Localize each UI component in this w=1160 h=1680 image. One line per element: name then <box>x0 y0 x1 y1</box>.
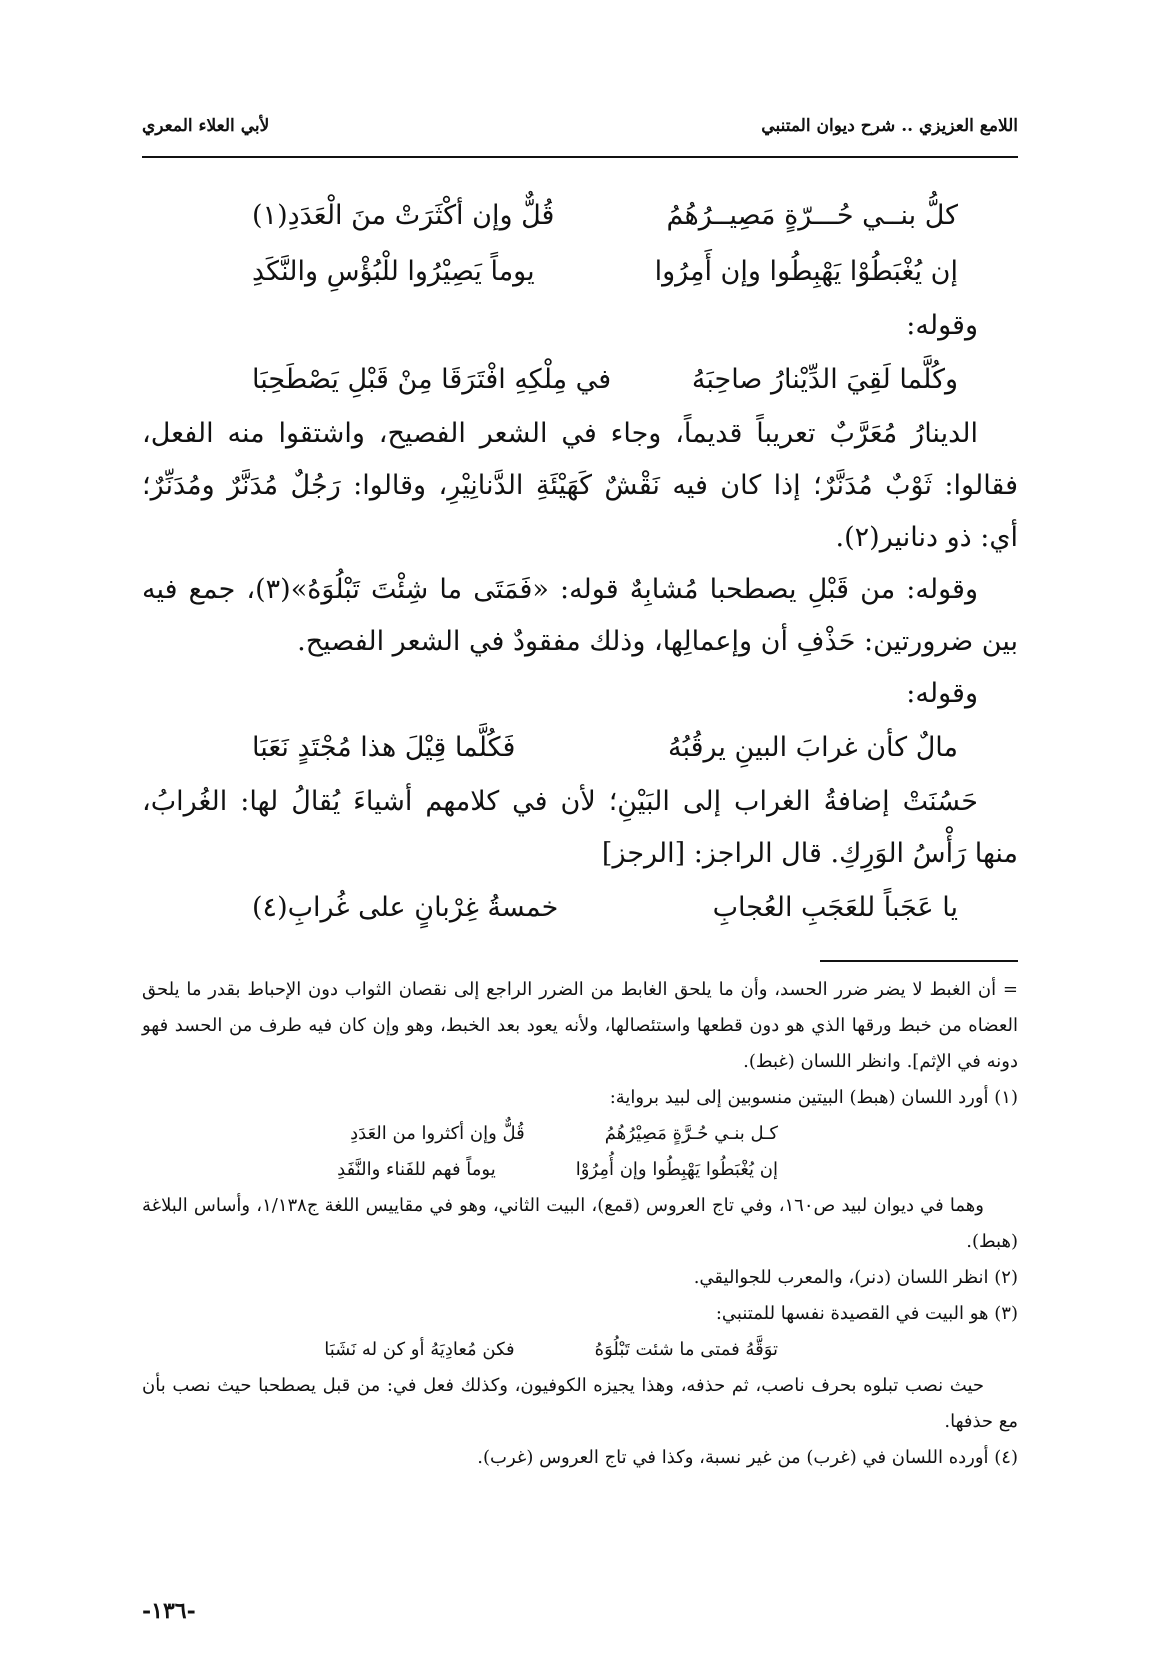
verse-hemistich-first: مالٌ كأن غرابَ البينِ يرقُبُهُ <box>668 732 958 763</box>
verse-line <box>142 244 1018 300</box>
verse-hemistich-second: في مِلْكِهِ افْتَرَقَا مِنْ قَبْلِ يَصْطَحِبَا <box>252 364 612 395</box>
commentary-paragraph: حَسُنَتْ إضافةُ الغراب إلى البَيْنِ؛ لأن في كلامهم أشياءَ يُقالُ لها: الغُرابُ، منها رَأْسُ الوَرِكِ. قال الراجز: [الرجز] <box>142 786 1018 869</box>
verse-hemistich-second: يوماً يَصِيْرُوا للْبُؤْسِ والنَّكَدِ <box>252 256 535 287</box>
commentary-paragraph: الدينارُ مُعَرَّبٌ تعريباً قديماً، وجاء في الشعر الفصيح، واشتقوا منه الفعل، فقالوا: ثَوْبٌ مُدَنَّرٌ؛ إذا كان فيه نَقْشٌ كَهَيْئَةِ الدَّنانِيْرِ، وقالوا: رَجُلٌ مُدَنَّرٌ ومُدَنِّرٌ؛ أي: ذو دنانير(٢). <box>142 418 1018 553</box>
footnote-3-continuation: حيث نصب تبلوه بحرف ناصب، ثم حذفه، وهذا يجيزه الكوفيون، وكذلك فعل في: من قبل يصطحبا حيث نصب بأن مع حذفها. <box>142 1375 1018 1432</box>
verse-hemistich-second: قُلٌّ وإن أكْثَرَتْ منَ الْعَدَدِ(١) <box>252 200 555 231</box>
verse-hemistich-second: قُلٌّ وإن أكثروا من العَدَدِ <box>350 1123 525 1144</box>
verse-hemistich-first: توَقَّهُ فمتى ما شئت تَبْلُوَهُ <box>594 1339 778 1360</box>
footnote-3: (٣) هو البيت في القصيدة نفسها للمتنبي: <box>715 1303 1018 1324</box>
section-label: وقوله: <box>906 678 978 709</box>
running-header <box>142 108 1018 148</box>
header-author: لأبي العلاء المعري <box>142 116 270 136</box>
verse-hemistich-second: فَكُلَّما قِيْلَ هذا مُجْتَدٍ نَعَبَا <box>252 732 516 763</box>
verse-hemistich-second: خمسةُ غِرْبانٍ على غُرابِ(٤) <box>252 892 559 923</box>
section-label: وقوله: <box>906 310 978 341</box>
verse-line <box>142 880 1018 936</box>
verse-hemistich-second: فكن مُعادِيَهُ أو كن له نَشَبَا <box>324 1339 515 1360</box>
verse-line <box>142 188 1018 244</box>
footnote-continuation: = أن الغبط لا يضر ضرر الحسد، وأن ما يلحق الغابط من الضرر الراجع إلى نقصان الثواب دون الإحباط بقدر ما يلحق العضاه من خبط ورقها الذي هو دون قطعها واستئصالها، ولأنه يعود بعد الخبط، وهو وإن كان فيه طرف من الحسد فهو دونه في الإثم]. وانظر اللسان (غبط). <box>142 979 1018 1072</box>
footnote-rule <box>820 960 1018 962</box>
commentary-paragraph: وقوله: من قَبْلِ يصطحبا مُشابِهٌ قوله: «فَمَتَى ما شِئْتَ تَبْلُوَهُ»(٣)، جمع فيه بين ضرورتين: حَذْفِ أن وإعمالِها، وذلك مفقودٌ في الشعر الفصيح. <box>142 574 1018 657</box>
footnote-verse-line <box>142 1152 1018 1188</box>
footnote-verse-line <box>142 1332 1018 1368</box>
verse-hemistich-first: يا عَجَباً للعَجَبِ العُجابِ <box>712 892 958 923</box>
verse-hemistich-first: إن يُغْبَطُوا يَهْبِطُوا وإن أُمِرُوْا <box>575 1159 778 1180</box>
footnote-verse-line <box>142 1116 1018 1152</box>
verse-hemistich-first: كـل بنـي حُـرَّةٍ مَصِيْرُهُمُ <box>604 1123 778 1144</box>
footnote-4: (٤) أورده اللسان في (غرب) من غير نسبة، وكذا في تاج العروس (غرب). <box>477 1447 1018 1468</box>
main-text <box>142 188 1018 936</box>
header-book-title: اللامع العزيزي .. شرح ديوان المتنبي <box>761 116 1018 136</box>
page-number: -١٣٦- <box>142 1598 196 1624</box>
footnote-1-continuation: وهما في ديوان لبيد ص١٦٠، وفي تاج العروس (قمع)، البيت الثاني، وهو في مقاييس اللغة ج١/١٣٨، وأساس البلاغة (هبط). <box>142 1195 1018 1252</box>
verse-hemistich-first: وكُلَّما لَقِيَ الدِّيْنارُ صاحِبَهُ <box>691 364 958 395</box>
verse-line <box>142 352 1018 408</box>
footnotes <box>142 972 1018 1476</box>
header-rule <box>142 156 1018 158</box>
footnote-2: (٢) انظر اللسان (دنر)، والمعرب للجواليقي. <box>693 1267 1018 1288</box>
verse-line <box>142 720 1018 776</box>
footnote-1: (١) أورد اللسان (هبط) البيتين منسوبين إلى لبيد برواية: <box>609 1087 1018 1108</box>
verse-hemistich-second: يوماً فهم للفَناء والنَّفَدِ <box>337 1159 496 1180</box>
verse-hemistich-first: كلُّ بنــي حُـــرّةٍ مَصِيــرُهُمُ <box>666 200 958 231</box>
verse-hemistich-first: إن يُغْبَطُوْا يَهْبِطُوا وإن أَمِرُوا <box>654 256 958 287</box>
